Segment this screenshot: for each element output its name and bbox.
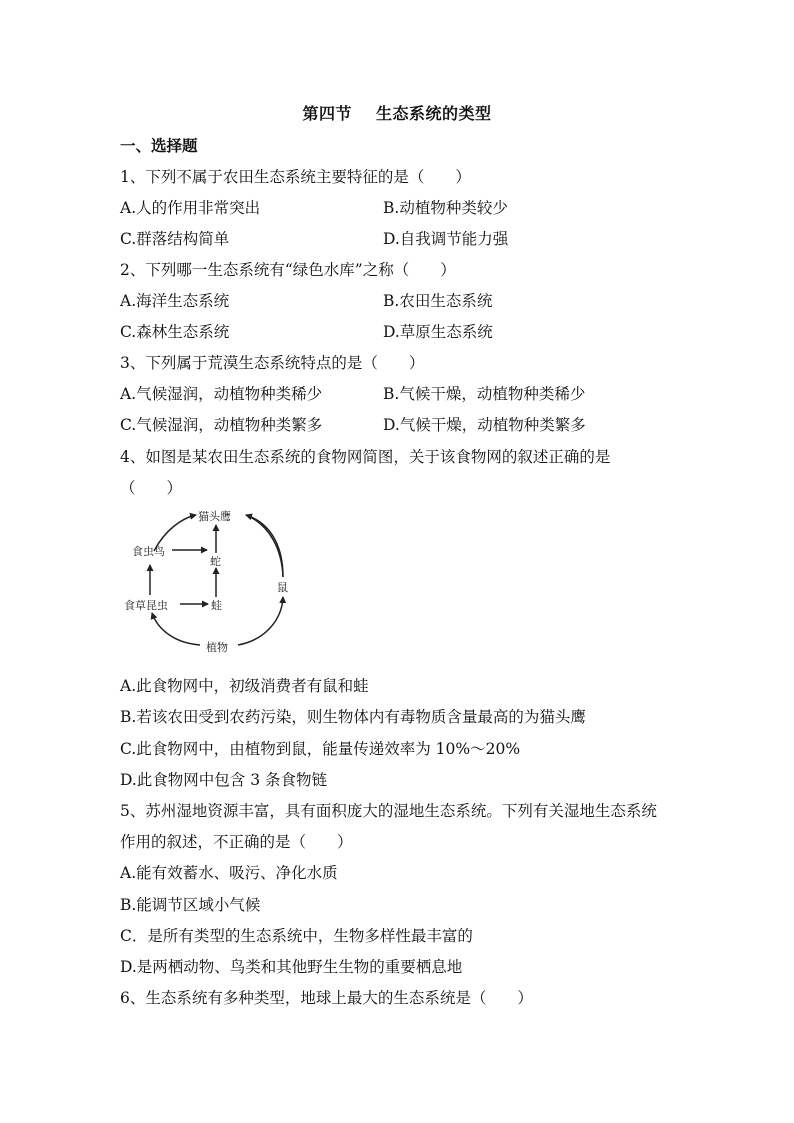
question-5-option-b: B.能调节区域小气候	[120, 896, 261, 914]
question-5-stem-continued: 作用的叙述，不正确的是（ ）	[120, 833, 353, 851]
food-web-diagram	[120, 505, 300, 660]
question-4-option-d: D.此食物网中包含 3 条食物链	[120, 771, 328, 789]
question-2-option-b: B.农田生态系统	[383, 292, 493, 310]
section-name: 生态系统的类型	[376, 104, 492, 123]
question-4-option-c: C.此食物网中，由植物到鼠，能量传递效率为 10%～20%	[120, 740, 521, 758]
label-snake: 蛇	[210, 555, 221, 568]
question-6-stem: 6、生态系统有多种类型，地球上最大的生态系统是（ ）	[120, 989, 533, 1007]
question-3-option-c: C.气候湿润，动植物种类繁多	[120, 416, 323, 434]
question-1-stem: 1、下列不属于农田生态系统主要特征的是（ ）	[120, 168, 471, 186]
question-5-stem: 5、苏州湿地资源丰富，具有面积庞大的湿地生态系统。下列有关湿地生态系统	[120, 802, 657, 820]
section-number: 第四节	[302, 104, 352, 123]
question-1-option-c: C.群落结构简单	[120, 230, 230, 248]
label-frog: 蛙	[211, 599, 222, 612]
arc-mouse-to-owl	[246, 515, 283, 577]
question-4-stem: 4、如图是某农田生态系统的食物网简图，关于该食物网的叙述正确的是	[120, 448, 611, 466]
label-owl: 猫头鹰	[198, 510, 231, 523]
question-2-stem: 2、下列哪一生态系统有“绿色水库”之称（ ）	[120, 261, 456, 279]
question-4-stem-continued: （ ）	[120, 479, 183, 497]
question-1-option-a: A.人的作用非常突出	[120, 199, 261, 217]
label-bird: 食虫鸟	[132, 545, 165, 558]
arc-plant-to-mouse	[238, 597, 283, 645]
question-2-option-a: A.海洋生态系统	[120, 292, 230, 310]
question-2-option-c: C.森林生态系统	[120, 323, 230, 341]
question-4-option-a: A.此食物网中，初级消费者有鼠和蛙	[120, 677, 369, 695]
section-heading: 一、选择题	[120, 136, 198, 155]
arc-plant-to-insect	[152, 613, 200, 645]
label-plant: 植物	[206, 641, 228, 654]
label-insect: 食草昆虫	[124, 599, 168, 612]
question-1-option-b: B.动植物种类较少	[383, 199, 508, 217]
page-title	[0, 101, 794, 124]
question-4-option-b: B.若该农田受到农药污染，则生物体内有毒物质含量最高的为猫头鹰	[120, 708, 586, 726]
question-3-option-a: A.气候湿润，动植物种类稀少	[120, 385, 323, 403]
label-mouse: 鼠	[277, 581, 288, 594]
question-2-option-d: D.草原生态系统	[383, 323, 493, 341]
question-3-stem: 3、下列属于荒漠生态系统特点的是（ ）	[120, 354, 425, 372]
question-5-option-a: A.能有效蓄水、吸污、净化水质	[120, 864, 338, 882]
question-3-option-b: B.气候干燥，动植物种类稀少	[383, 385, 586, 403]
question-1-option-d: D.自我调节能力强	[383, 230, 509, 248]
question-5-option-d: D.是两栖动物、鸟类和其他野生生物的重要栖息地	[120, 958, 463, 976]
question-5-option-c: C．是所有类型的生态系统中，生物多样性最丰富的	[120, 927, 473, 945]
question-3-option-d: D.气候干燥，动植物种类繁多	[383, 416, 586, 434]
